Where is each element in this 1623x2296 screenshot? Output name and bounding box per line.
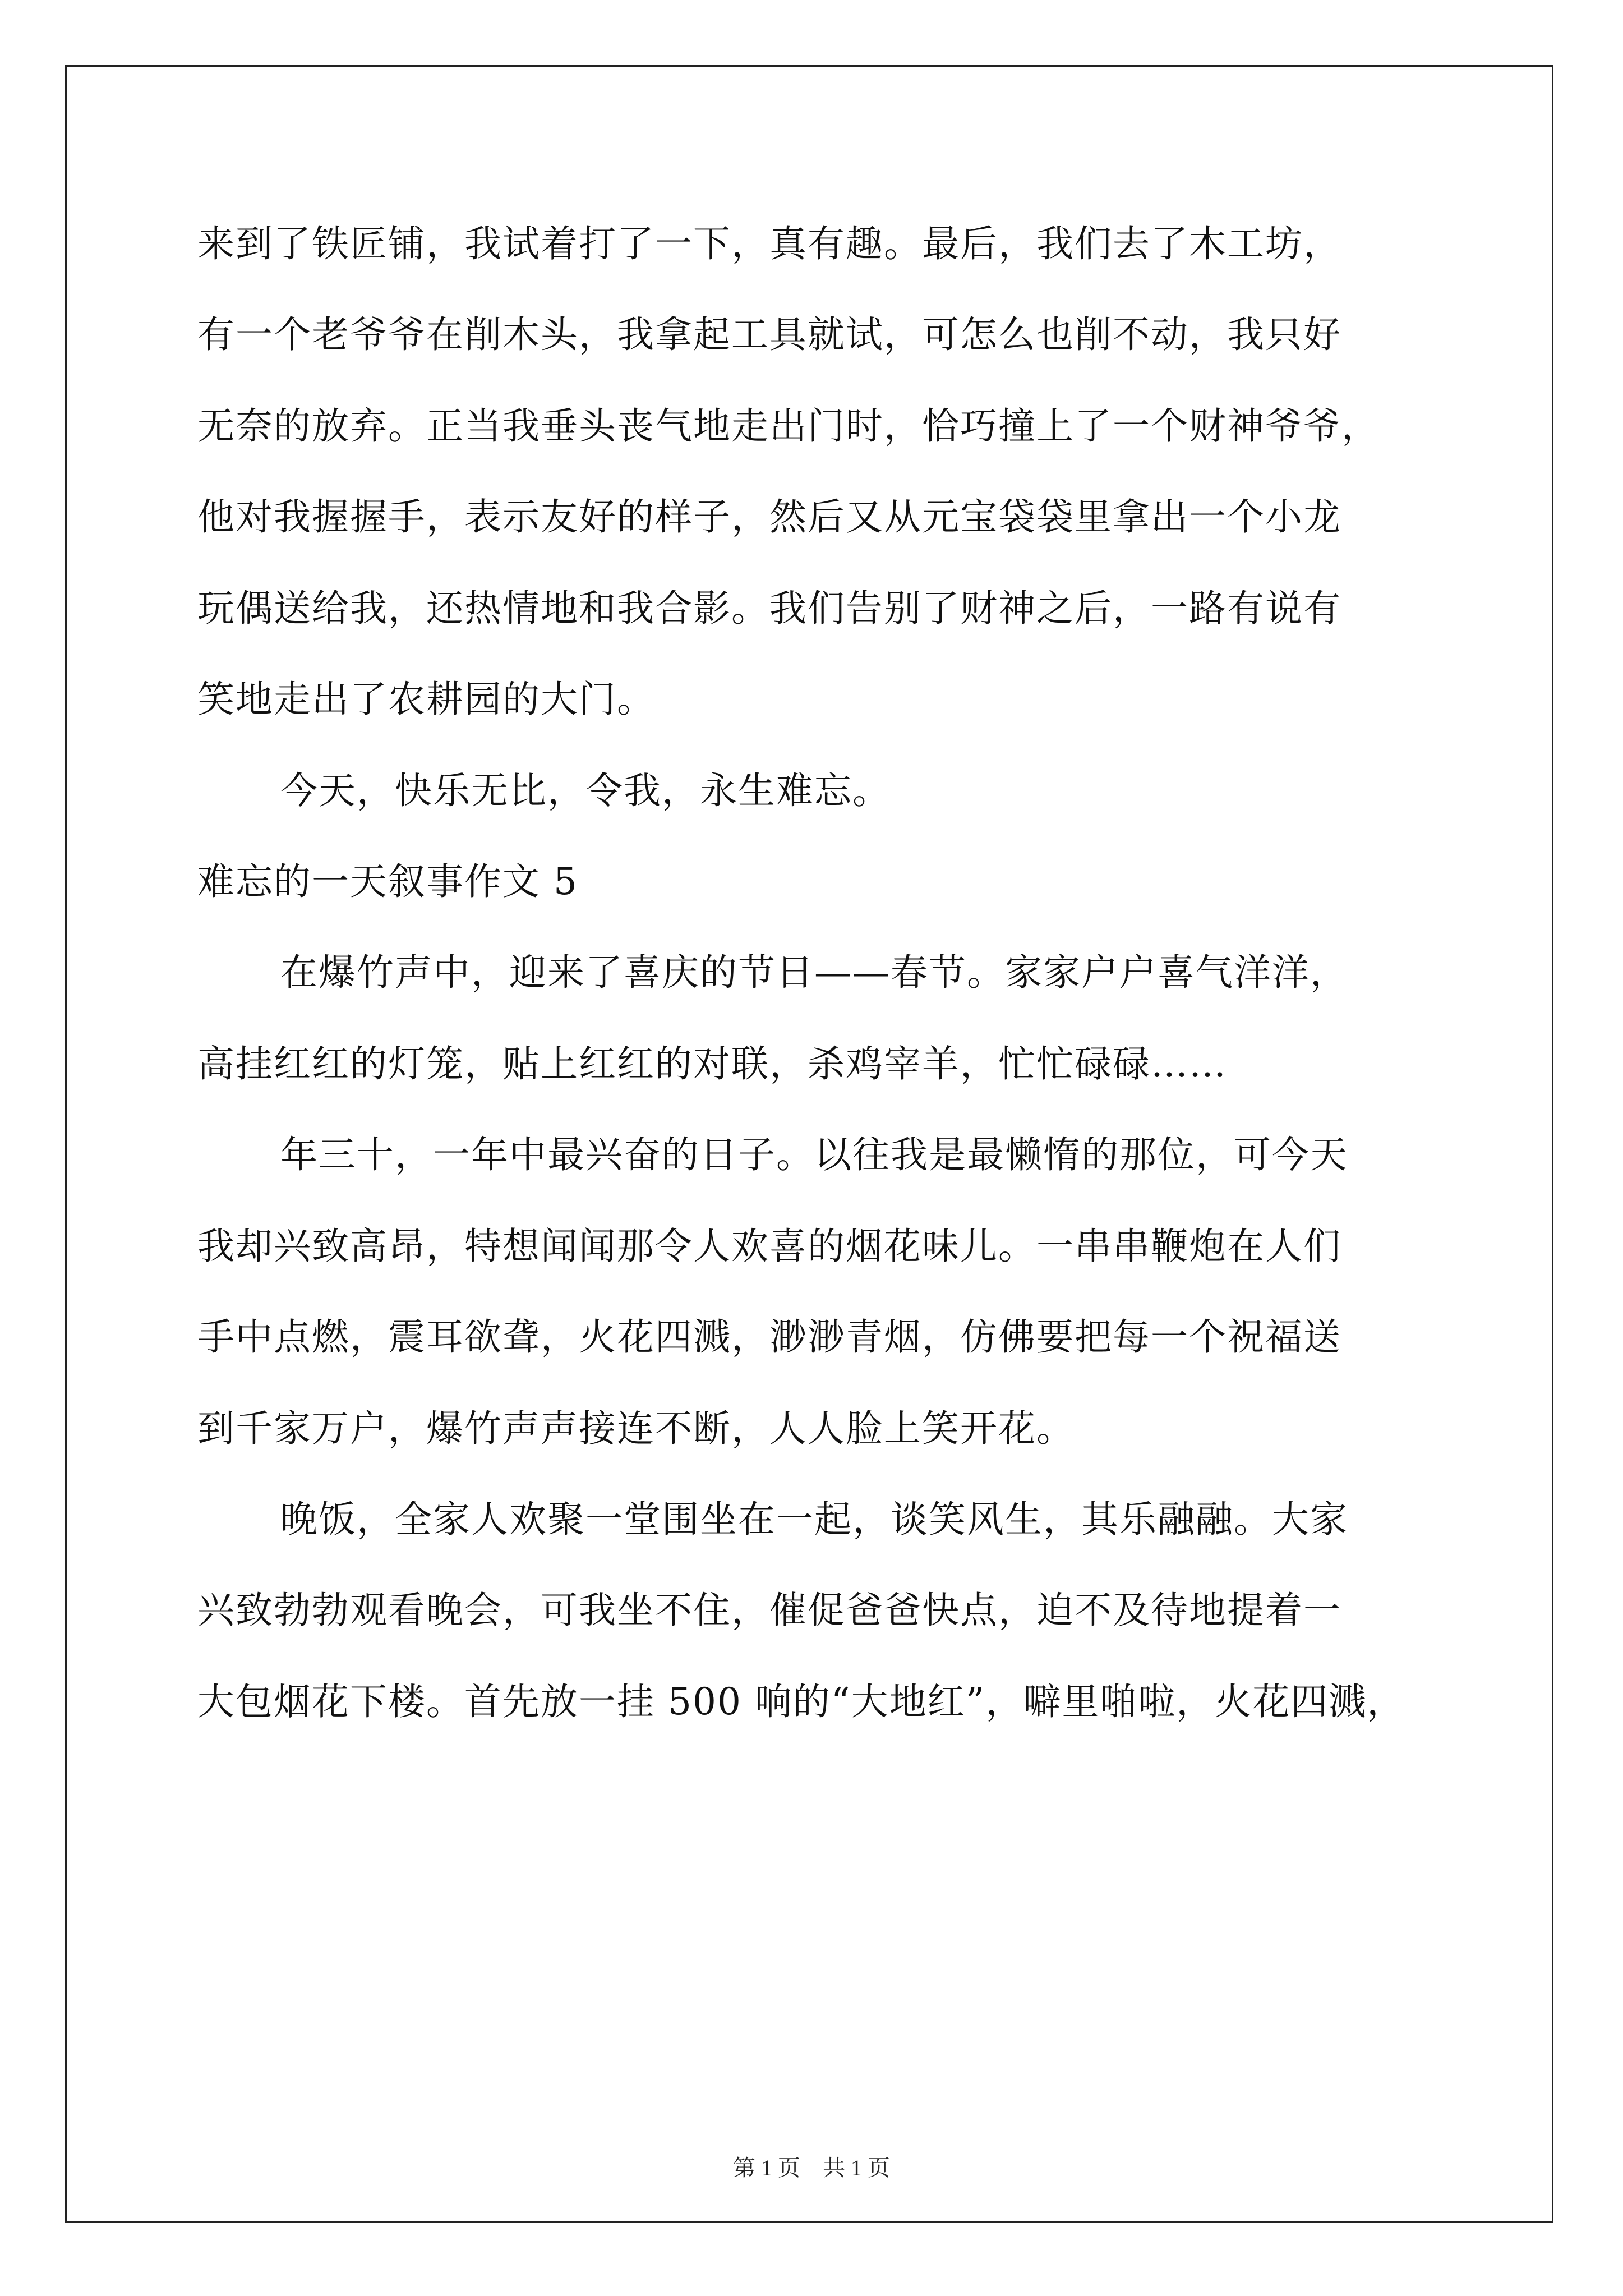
text-line: 在爆竹声中，迎来了喜庆的节日——春节。家家户户喜气洋洋，	[280, 951, 1348, 994]
text-line: 我却兴致高昂，特想闻闻那令人欢喜的烟花味儿。一串串鞭炮在人们	[197, 1225, 1341, 1268]
text-line: 有一个老爷爷在削木头，我拿起工具就试，可怎么也削不动，我只好	[197, 313, 1341, 356]
text-line: 高挂红红的灯笼，贴上红红的对联，杀鸡宰羊，忙忙碌碌……	[197, 1042, 1227, 1085]
text-line: 来到了铁匠铺，我试着打了一下，真有趣。最后，我们去了木工坊，	[197, 222, 1341, 265]
text-line: 手中点燃，震耳欲聋，火花四溅，渺渺青烟，仿佛要把每一个祝福送	[197, 1315, 1341, 1359]
text-line: 年三十，一年中最兴奋的日子。以往我是最懒惰的那位，可今天	[280, 1133, 1348, 1176]
text-line: 今天，快乐无比，令我，永生难忘。	[280, 769, 891, 812]
text-line: 玩偶送给我，还热情地和我合影。我们告别了财神之后，一路有说有	[197, 587, 1341, 630]
text-line: 到千家万户，爆竹声声接连不断，人人脸上笑开花。	[197, 1407, 1075, 1450]
text-line: 无奈的放弃。正当我垂头丧气地走出门时，恰巧撞上了一个财神爷爷，	[197, 404, 1380, 448]
text-line: 大包烟花下楼。首先放一挂 500 响的“大地红”，噼里啪啦，火花四溅，	[197, 1680, 1405, 1723]
text-line: 他对我握握手，表示友好的样子，然后又从元宝袋袋里拿出一个小龙	[197, 495, 1341, 539]
text-line: 笑地走出了农耕园的大门。	[197, 678, 655, 721]
text-line: 兴致勃勃观看晚会，可我坐不住，催促爸爸快点，迫不及待地提着一	[197, 1589, 1341, 1632]
section-heading: 难忘的一天叙事作文 5	[197, 860, 578, 903]
page-number-footer: 第 1 页 共 1 页	[733, 2155, 890, 2180]
text-line: 晚饭，全家人欢聚一堂围坐在一起，谈笑风生，其乐融融。大家	[280, 1498, 1348, 1541]
